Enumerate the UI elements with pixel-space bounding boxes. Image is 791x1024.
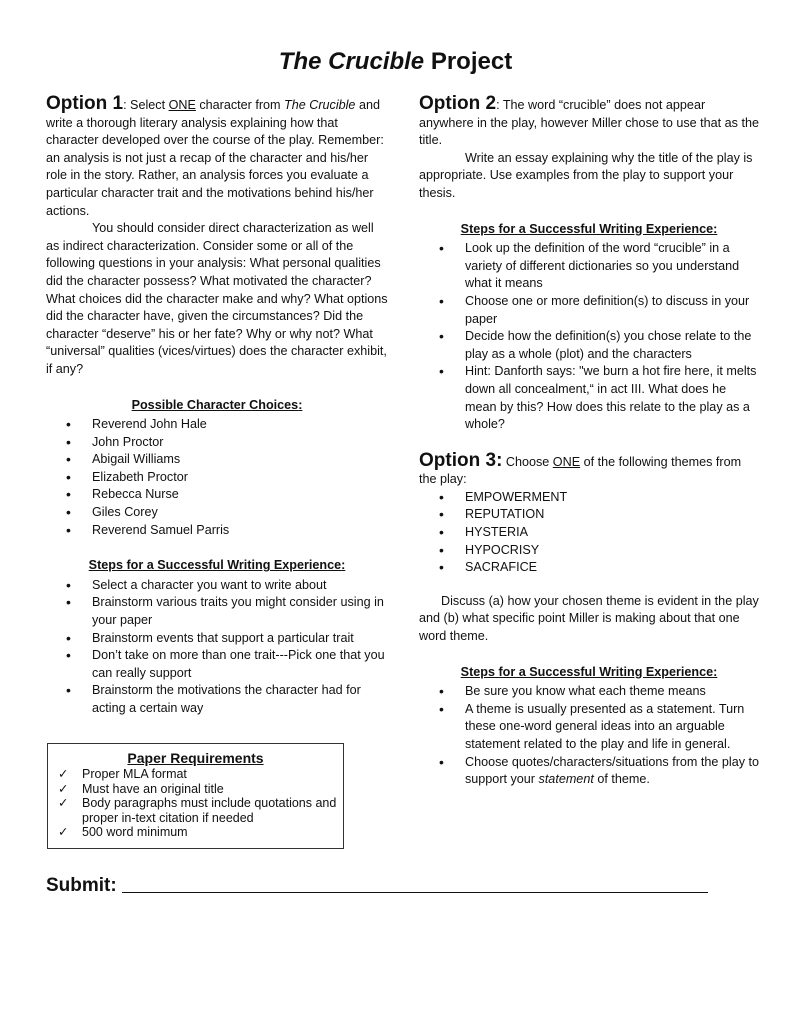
list-item: • John Proctor <box>46 434 388 452</box>
paper-requirements-box <box>47 743 344 849</box>
option-2-paragraph: Write an essay explaining why the title of the play is appropriate. Use examples from the play to support your thesis. <box>419 150 753 200</box>
list-item: • Look up the definition of the word “crucible” in a variety of different dictionaries so you understand what it means <box>419 240 759 293</box>
list-item: • Reverend Samuel Parris <box>46 522 388 540</box>
page-title: The Crucible Project <box>278 48 513 75</box>
list-item: • Don’t take on more than one trait---Pick one that you can really support <box>46 647 388 682</box>
list-item: • Rebecca Nurse <box>46 486 388 504</box>
list-item: • HYPOCRISY <box>419 542 759 560</box>
checklist-item: ✓ 500 word minimum <box>48 825 337 840</box>
steps-2-heading: Steps for a Successful Writing Experience: <box>460 221 718 236</box>
option-2-intro: Option 2: The word “crucible” does not appear anywhere in the play, however Miller chose to use that as the title. <box>419 93 759 148</box>
checklist-item: ✓ Must have an original title <box>48 782 337 797</box>
list-item: • A theme is usually presented as a statement. Turn these one-word general ideas into an arguable statement related to the play and life in general. <box>419 701 759 754</box>
list-item: • Select a character you want to write about <box>46 577 388 595</box>
list-item: • Elizabeth Proctor <box>46 469 388 487</box>
option-1-column <box>46 95 388 718</box>
character-choices-list <box>46 416 388 539</box>
option-1-intro: Option 1: Select ONE character from The Crucible and write a thorough literary analysis explaining how that character developed over the course of the play. Remember: an analysis is not just a recap of the character and his/her role in the story. Rather, an analysis forces you evaluate a particular character trait and the motivations behind his/her actions. <box>46 93 384 218</box>
list-item: • Brainstorm the motivations the character had for acting a certain way <box>46 682 388 717</box>
submit-line <box>46 874 746 898</box>
list-item: • Reverend John Hale <box>46 416 388 434</box>
themes-list <box>419 489 759 577</box>
steps-1-heading: Steps for a Successful Writing Experience: <box>88 558 346 573</box>
paper-requirements-heading: Paper Requirements <box>127 750 264 766</box>
list-item: • Decide how the definition(s) you chose relate to the play as a whole (plot) and the characters <box>419 328 759 363</box>
submit-label: Submit: <box>46 875 117 896</box>
steps-2-list <box>419 240 759 434</box>
steps-3-list <box>419 683 759 789</box>
list-item: • Brainstorm various traits you might consider using in your paper <box>46 594 388 629</box>
list-item: • Brainstorm events that support a particular trait <box>46 630 388 648</box>
list-item: • Giles Corey <box>46 504 388 522</box>
list-item: • REPUTATION <box>419 506 759 524</box>
option-3-intro: Option 3: Choose ONE of the following themes from the play: <box>419 449 742 487</box>
checklist-item: ✓ Body paragraphs must include quotations and proper in-text citation if needed <box>48 796 337 825</box>
list-item: • SACRAFICE <box>419 559 759 577</box>
option-1-heading: Option 1 <box>46 93 124 114</box>
list-item: • Choose one or more definition(s) to discuss in your paper <box>419 293 759 328</box>
options-2-3-column <box>419 95 759 789</box>
steps-3-heading: Steps for a Successful Writing Experience: <box>460 664 718 679</box>
option-2-heading: Option 2 <box>419 93 497 114</box>
submit-blank[interactable] <box>122 874 708 893</box>
list-item: • Hint: Danforth says: "we burn a hot fire here, it melts down all concealment,“ in act III. What does he mean by this? How does this relate to the play as a whole? <box>419 363 759 433</box>
option-3-heading: Option 3 <box>419 449 497 471</box>
list-item: • HYSTERIA <box>419 524 759 542</box>
list-item: • Abigail Williams <box>46 451 388 469</box>
character-choices-heading: Possible Character Choices: <box>131 397 303 412</box>
option-1-paragraph-1: and write a thorough literary analysis explaining how that character developed over the course of the play. Remember: an analysis is not just a recap of the character and his/her role in the story. Rather, an analysis forces you evaluate a particular character trait and the motivations behind his/her actions. <box>46 98 384 218</box>
checklist-item: ✓ Proper MLA format <box>48 767 337 782</box>
list-item: • Choose quotes/characters/situations from the play to support your statement of theme. <box>419 754 759 789</box>
option-3-paragraph: Discuss (a) how your chosen theme is evident in the play and (b) what specific point Miller is making about that one word theme. <box>419 593 759 644</box>
list-item: • EMPOWERMENT <box>419 489 759 507</box>
option-1-paragraph-2: You should consider direct characterization as well as indirect characterization. Consider some or all of the following questions in your analysis: What personal qualities did the character possess? What motivated the character? What choices did the character make and why? What options did the character have, given the circumstances? Did the character “deserve” his or her fate? Why or why not? What “universal” qualities (vices/virtues) does the character exhibit, if any? <box>46 221 388 376</box>
list-item: • Be sure you know what each theme means <box>419 683 759 701</box>
steps-1-list <box>46 577 388 718</box>
paper-requirements-list <box>48 767 343 840</box>
